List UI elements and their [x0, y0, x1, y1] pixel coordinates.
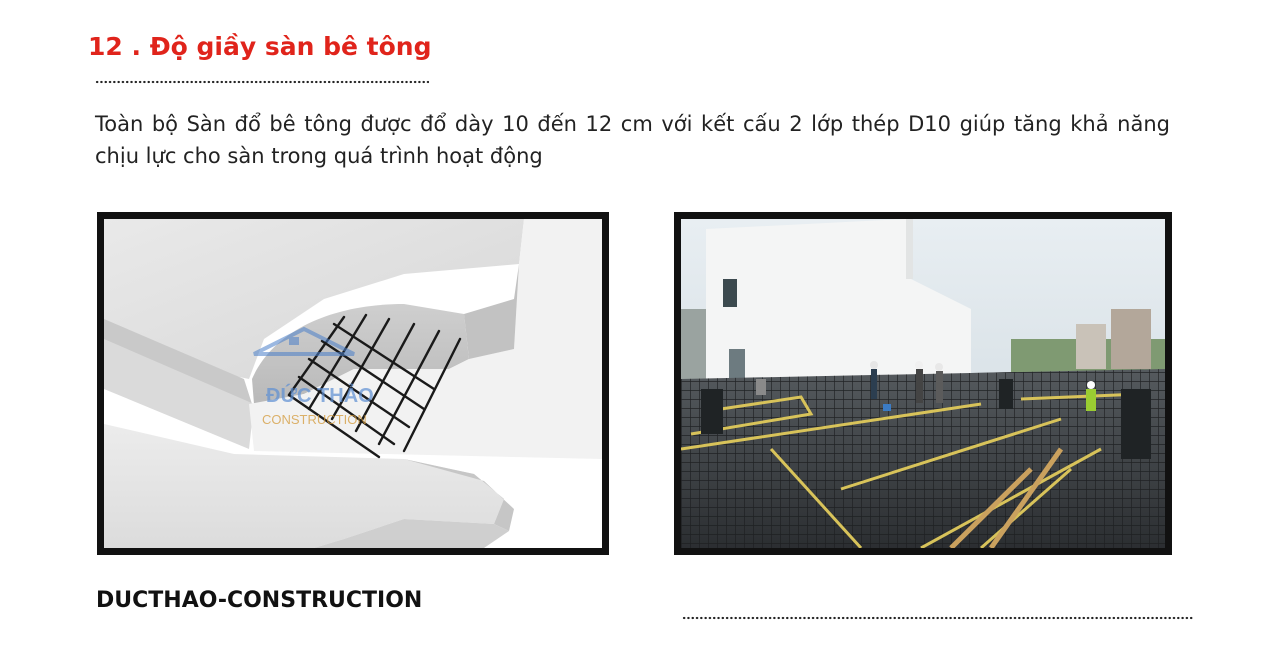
watermark-text-sub: CONSTRUCTION — [262, 412, 367, 427]
section-title: 12 . Độ giầy sàn bê tông — [88, 32, 432, 61]
watermark-text-main: ĐỨC THẢO — [266, 385, 374, 407]
construction-site-illustration — [681, 219, 1165, 548]
company-brand: DUCTHAO-CONSTRUCTION — [96, 588, 423, 613]
construction-site-photo — [674, 212, 1172, 555]
slab-diagram-illustration — [104, 219, 602, 548]
section-description: Toàn bộ Sàn đổ bê tông được đổ dày 10 đến 12 cm với kết cấu 2 lớp thép D10 giúp tăng khả năng chịu lực cho sàn trong quá trình hoạt động — [95, 112, 1170, 168]
dotted-divider-top — [95, 80, 429, 84]
slab-diagram-image — [97, 212, 609, 555]
dotted-divider-bottom — [682, 616, 1194, 620]
